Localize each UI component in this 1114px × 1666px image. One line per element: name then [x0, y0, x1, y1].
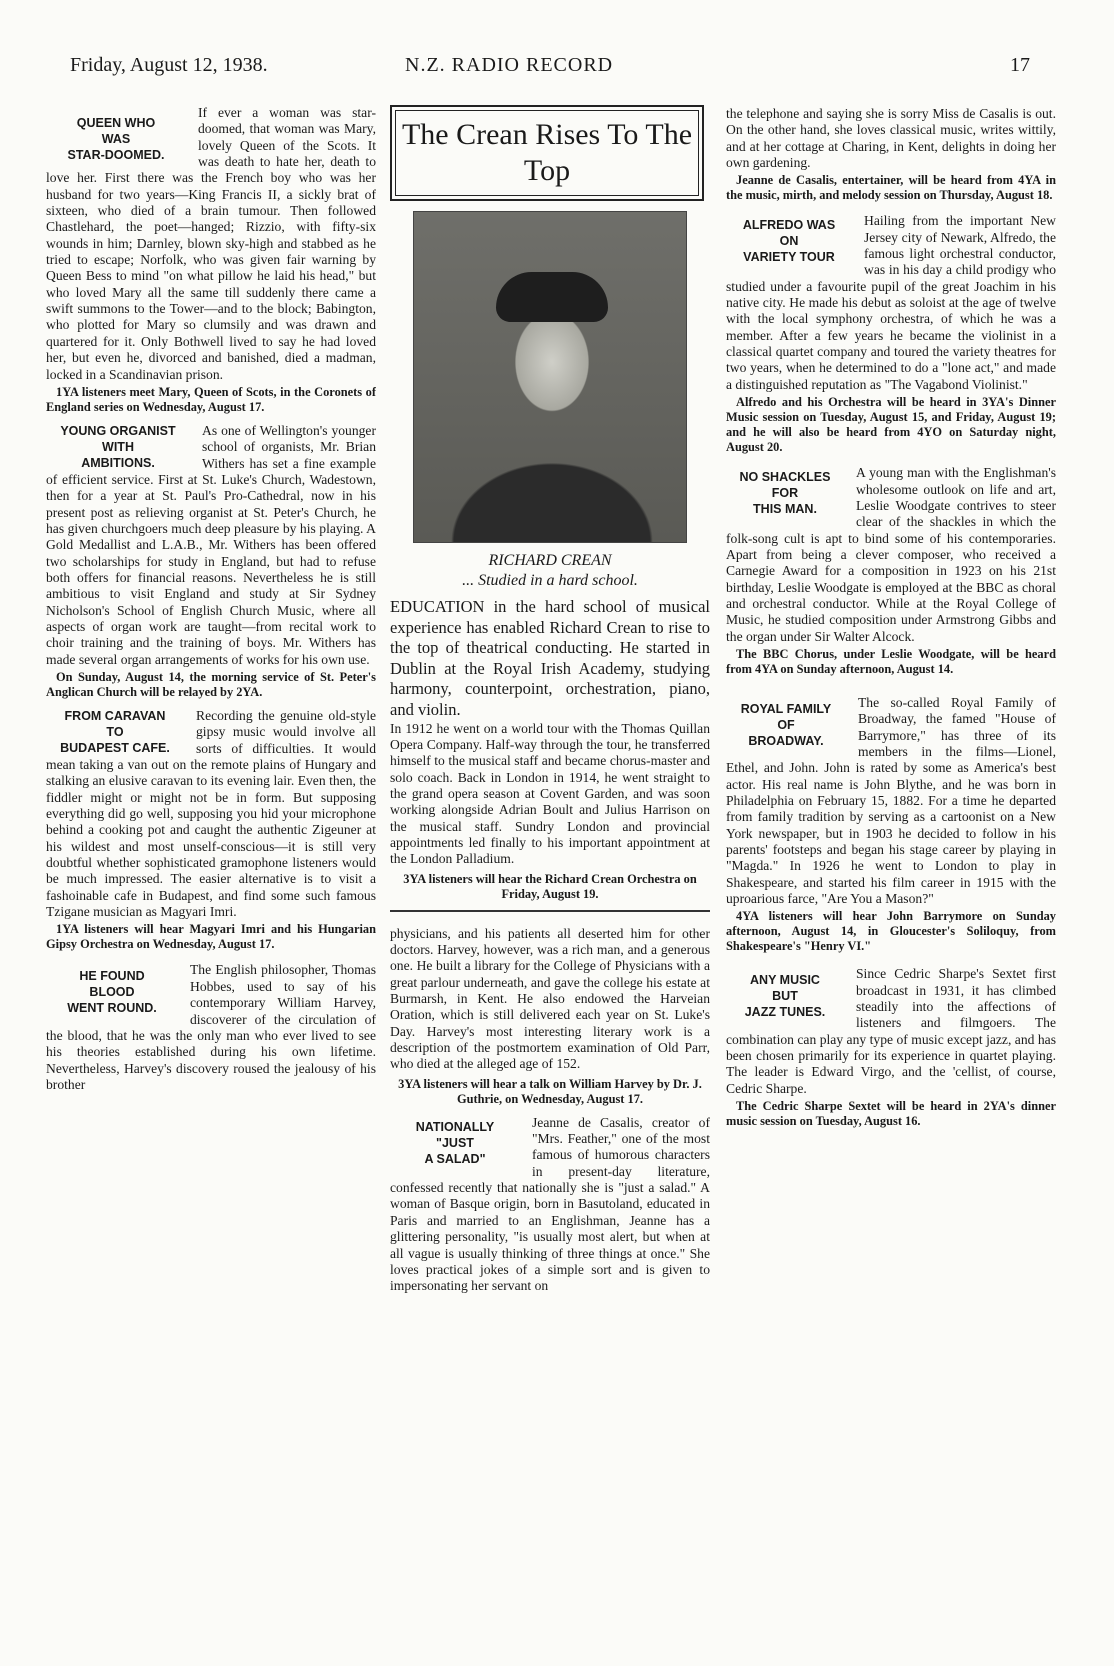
headline-royal: ROYAL FAMILY OF BROADWAY.	[740, 701, 832, 748]
column-left	[46, 105, 376, 1099]
feature-title: The Crean Rises To The Top	[395, 110, 699, 196]
article-alfredo	[726, 213, 1056, 455]
body-jazz: Since Cedric Sharpe's Sextet first broadcast in 1931, it has climbed steadily into the affections of listeners and filmgoers. The combination can play any type of music except jazz, and has been chosen primarily for its experience in quartet playing. The leader is Edward Virgo, and the 'cellist, of course, Cedric Sharpe.	[726, 966, 1056, 1096]
body-organist: As one of Wellington's younger school of organists, Mr. Brian Withers has set a fine example of efficient service. First at St. Luke's Church, Wadestown, then for a year at St. Paul's Pro-Cathedral, now in his present post as relieving organist at St. Peter's Church, he has given churchgoers much deep pleasure by his playing. A Gold Medallist and L.A.B., Mr. Withers has been offered two scholarships for study in England, but had to refuse both offers for financial reasons. Nevertheless he is still ambitious to visit England and study at Sir Sydney Nicholson's School of English Church Music, where all aspects of organ work are taught—from recital work to choir training and the training of boys. Mr. Withers has made several organ arrangements of works for his own use.	[46, 422, 376, 667]
body-harvey-cont: physicians, and his patients all deserted him for other doctors. Harvey, however, was a rich man, and a generous one. He built a library for the College of Physicians with a great parlour underneath, and gave the college his estate at Burmarsh, in Kent. He also endowed the Harveian Oration, which is still delivered each year on St. Luke's Day. Harvey's most interesting literary work is a description of the postmortem examination of Old Parr, who died at the alleged age of 152.	[390, 925, 710, 1072]
page-number: 17	[1010, 54, 1030, 76]
column-right	[726, 106, 1056, 1135]
body-salad: Jeanne de Casalis, creator of "Mrs. Feather," one of the most famous of humorous characters in present-day literature, confessed recently that nationally she is "just a salad." A woman of Basque origin, born in Basutoland, educated in Paris and married to an Englishman, Jeanne has a glittering personality, "is usually most alert, but when at all vague is usually thinking of three things at once." She loves practical jokes of a simple sort and is given to impersonating her servant on	[390, 1114, 710, 1294]
headline-organist: YOUNG ORGANIST WITH AMBITIONS.	[60, 423, 176, 470]
body-alfredo: Hailing from the important New Jersey city of Newark, Alfredo, the famous light orchestral conductor, was in his day a child prodigy who studied under a favourite pupil of the great Joachim in his native city. He made his debut as soloist at the age of twelve with the local symphony orchestra, of which he was a member. After a few years he became the violinist in a classical quartet company and toured the variety theatres for two years, when he determined to do a "lone act," and made a distinguished reputation as "The Vagabond Violinist."	[726, 213, 1056, 392]
photo-caption	[390, 551, 710, 591]
body-salad-cont: the telephone and saying she is sorry Miss de Casalis is out. On the other hand, she loves classical music, writes wittily, and at her cottage at Charing, in Kent, delights in doing her own gardening.	[726, 106, 1056, 171]
headline-alfredo: ALFREDO WAS ON VARIETY TOUR	[742, 218, 836, 265]
article-organist	[46, 423, 376, 700]
note-harvey: 3YA listeners will hear a talk on William Harvey by Dr. J. Guthrie, on Wednesday, August 17.	[398, 1076, 702, 1106]
caption-sub: ... Studied in a hard school.	[462, 572, 638, 589]
page-header	[70, 54, 1030, 84]
article-shackles	[726, 465, 1056, 677]
masthead: N.Z. RADIO RECORD	[405, 54, 614, 76]
feature-title-box	[390, 105, 704, 201]
note-caravan: 1YA listeners will hear Magyari Imri and his Hungarian Gipsy Orchestra on Wednesday, August 17.	[46, 922, 376, 952]
headline-salad: NATIONALLY "JUST A SALAD"	[415, 1119, 495, 1166]
body-queen: If ever a woman was star-doomed, that woman was Mary, lovely Queen of the Scots. It was death to hate her, death to love her. First there was the French boy who was her husband for two years—King Francis II, a sickly brat of sixteen, who died of a brain tumour. Then followed Chastlehard, the poet—hanged; Rizzio, with fifty-six wounds in him; Darnley, blown sky-high and stabbed as he tried to escape; Norfolk, who was given fair warning by Queen Bess to mind "on what pillow he laid his head," but who loved Mary all the same till suddenly there came a swift summons to the Tower—and to the block; Babington, who plotted for Mary so clumsily and was drawn and quartered for it. Only Bothwell lived to say he had loved her, but even he, divorced and banished, died a madman, locked in a Scandinavian prison.	[46, 105, 376, 382]
headline-caravan: FROM CARAVAN TO BUDAPEST CAFE.	[60, 709, 170, 755]
divider	[390, 910, 710, 912]
note-royal: 4YA listeners will hear John Barrymore on Sunday afternoon, August 14, in Gloucester's Soliloquy, from Shakespeare's "Henry VI."	[726, 909, 1056, 954]
portrait-photo	[413, 211, 687, 543]
article-salad	[390, 1115, 710, 1295]
headline-queen: QUEEN WHO WAS STAR-DOOMED.	[67, 116, 165, 162]
note-queen: 1YA listeners meet Mary, Queen of Scots, in the Coronets of England series on Wednesday, August 17.	[46, 384, 376, 414]
portrait-hair	[496, 272, 608, 322]
note-jazz: The Cedric Sharpe Sextet will be heard in 2YA's dinner music session on Tuesday, August 16.	[726, 1099, 1056, 1129]
body-royal: The so-called Royal Family of Broadway, the famed "House of Barrymore," has three of its members in the films—Lionel, Ethel, and John. John is rated by some as America's best actor. His real name is John Blythe, and he was born in Philadelphia on February 15, 1882. For a time he departed from family tradition by serving as a cartoonist on a New York newspaper, but in 1903 he decided to follow in his parents' footsteps and began his stage career by playing in "Magda." In 1926 he went to London to play in Shakespeare, and started his film career in 1915 with the uproarious farce, "Are You a Mason?"	[726, 694, 1056, 907]
article-queen	[46, 105, 376, 415]
feature-lead: EDUCATION in the hard school of musical experience has enabled Richard Crean to rise to the top of theatrical conducting. He started in Dublin at the Royal Irish Academy, studying harmony, counterpoint, orchestration, piano, and violin.	[390, 597, 710, 719]
feature-note: 3YA listeners will hear the Richard Crean Orchestra on Friday, August 19.	[403, 871, 697, 901]
body-caravan: Recording the genuine old-style gipsy music would involve all sorts of difficulties. It would mean taking a van out on the remote plains of Hungary and stalking an elusive caravan to its evening lair. Even then, the fiddler might or might not be in form. But supposing everything did go well, supposing you hid your microphone behind a cooking pot and caught the authentic Zigeuner at his wildest and most unself-conscious—it is still very doubtful whether sophisticated gramophone listeners would be much impressed. The easier alternative is to visit a fashoinable cafe in Budapest, and find some such famous Tzigane musician as Magyari Imri.	[46, 708, 376, 920]
note-alfredo: Alfredo and his Orchestra will be heard in 3YA's Dinner Music session on Tuesday, August 15, and Friday, August 19; and he will also be heard from 4YO on Saturday night, August 20.	[726, 395, 1056, 455]
headline-shackles: NO SHACKLES FOR THIS MAN.	[739, 470, 831, 517]
note-shackles: The BBC Chorus, under Leslie Woodgate, will be heard from 4YA on Sunday afternoon, August 14.	[726, 646, 1056, 676]
caption-name: RICHARD CREAN	[488, 552, 612, 569]
article-jazz	[726, 966, 1056, 1129]
body-shackles: A young man with the Englishman's wholesome outlook on life and art, Leslie Woodgate contrives to steer clear of the shackles in which the folk-song cult is apt to bind some of his contemporaries. Apart from being a clever composer, who received a Carnegie Award for a composition in 1923 on his 21st birthday, Leslie Woodgate is employed at the BBC as choral and orchestral conductor. While at the Royal College of Music, he studied composition under Armstrong Gibbs and the organ under Sir Walter Alcock.	[726, 465, 1056, 644]
issue-date: Friday, August 12, 1938.	[70, 54, 268, 76]
body-blood: The English philosopher, Thomas Hobbes, used to say of his contemporary William Harvey, discoverer of the circulation of the blood, that he was the only man who ever lived to see his theories established during his own lifetime. Nevertheless, Harvey's discovery roused the jealousy of his brother	[46, 962, 376, 1092]
article-royal	[726, 695, 1056, 954]
note-organist: On Sunday, August 14, the morning service of St. Peter's Anglican Church will be relayed by 2YA.	[46, 670, 376, 699]
feature-body: In 1912 he went on a world tour with the Thomas Quillan Opera Company. Half-way through the tour, he transferred himself to the musical staff and became chorus-master and solo coach. Back in London in 1914, he went straight to the grand opera season at Covent Garden, and was soon working alongside Adrian Boult and Julius Harrison on the musical staff. Sundry London and provincial appointments led finally to his important appointment at the London Palladium.	[390, 720, 710, 867]
article-caravan	[46, 708, 376, 952]
column-center	[390, 105, 710, 1301]
headline-jazz: ANY MUSIC BUT JAZZ TUNES.	[744, 973, 826, 1020]
headline-blood: HE FOUND BLOOD WENT ROUND.	[67, 969, 157, 1016]
note-salad: Jeanne de Casalis, entertainer, will be heard from 4YA in the music, mirth, and melody session on Thursday, August 18.	[726, 173, 1056, 203]
article-blood	[46, 962, 376, 1093]
